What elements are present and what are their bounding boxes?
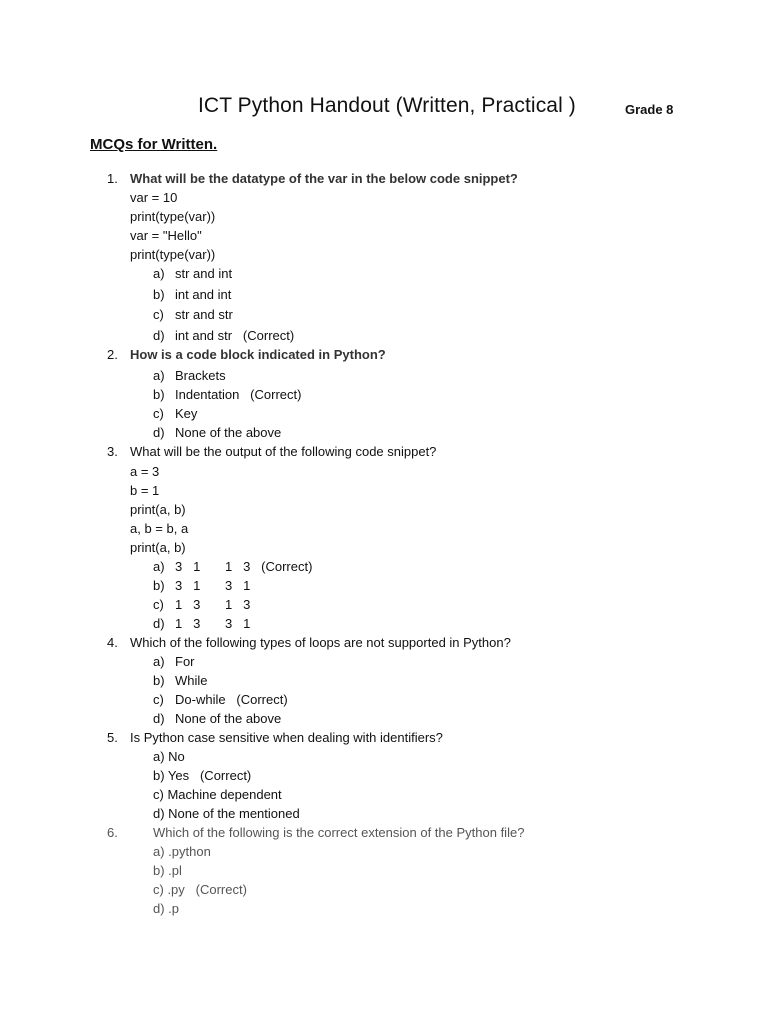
option-output-first: 1 3 xyxy=(175,616,201,631)
option-letter: a) xyxy=(153,266,165,281)
question-text: What will be the output of the following code snippet? xyxy=(130,444,437,459)
option-text: a) No xyxy=(153,749,185,764)
code-line: var = "Hello" xyxy=(130,228,202,243)
grade-label: Grade 8 xyxy=(625,102,674,117)
option-text: b) .pl xyxy=(153,863,182,878)
question-number: 4. xyxy=(107,635,118,650)
option-letter: a) xyxy=(153,654,165,669)
option-letter: c) xyxy=(153,406,164,421)
question-number: 5. xyxy=(107,730,118,745)
option-letter: a) xyxy=(153,368,165,383)
question-text: Is Python case sensitive when dealing with identifiers? xyxy=(130,730,443,745)
section-heading: MCQs for Written. xyxy=(90,136,218,153)
code-line: a, b = b, a xyxy=(130,521,189,536)
question-number: 3. xyxy=(107,444,118,459)
option-letter: c) xyxy=(153,692,164,707)
option-output-first: 3 1 xyxy=(175,578,201,593)
option-output-second: 1 3 (Correct) xyxy=(225,559,313,574)
option-text: None of the above xyxy=(175,425,282,440)
option-text: Do-while (Correct) xyxy=(175,692,288,707)
option-letter: a) xyxy=(153,559,165,574)
option-text: str and int xyxy=(175,266,233,281)
option-output-second: 3 1 xyxy=(225,578,251,593)
option-text: d) None of the mentioned xyxy=(153,806,300,821)
question-text: Which of the following types of loops are not supported in Python? xyxy=(130,635,511,650)
option-letter: c) xyxy=(153,597,164,612)
option-text: int and str (Correct) xyxy=(175,328,295,343)
code-line: print(a, b) xyxy=(130,540,186,555)
option-text: a) .python xyxy=(153,844,211,859)
option-text: int and int xyxy=(175,287,232,302)
option-text: c) Machine dependent xyxy=(153,787,282,802)
code-line: a = 3 xyxy=(130,464,160,479)
option-text: str and str xyxy=(175,307,233,322)
option-letter: b) xyxy=(153,387,165,402)
question-number: 2. xyxy=(107,347,118,362)
option-text: Key xyxy=(175,406,198,421)
option-text: d) .p xyxy=(153,901,180,916)
option-letter: d) xyxy=(153,616,165,631)
question-text: Which of the following is the correct extension of the Python file? xyxy=(153,825,525,840)
option-text: b) Yes (Correct) xyxy=(153,768,252,783)
option-output-first: 1 3 xyxy=(175,597,201,612)
page-title: ICT Python Handout (Written, Practical ) xyxy=(198,94,576,117)
question-text: What will be the datatype of the var in the below code snippet? xyxy=(130,171,518,186)
code-line: var = 10 xyxy=(130,190,178,205)
option-letter: b) xyxy=(153,287,165,302)
option-output-first: 3 1 xyxy=(175,559,201,574)
question-text: How is a code block indicated in Python? xyxy=(130,347,386,362)
option-letter: d) xyxy=(153,711,165,726)
code-line: b = 1 xyxy=(130,483,160,498)
option-text: c) .py (Correct) xyxy=(153,882,247,897)
option-output-second: 3 1 xyxy=(225,616,251,631)
option-letter: b) xyxy=(153,673,165,688)
option-output-second: 1 3 xyxy=(225,597,251,612)
question-number: 6. xyxy=(107,825,118,840)
option-text: While xyxy=(175,673,208,688)
question-number: 1. xyxy=(107,171,118,186)
option-text: None of the above xyxy=(175,711,282,726)
option-letter: d) xyxy=(153,425,165,440)
option-text: For xyxy=(175,654,195,669)
option-letter: c) xyxy=(153,307,164,322)
code-line: print(a, b) xyxy=(130,502,186,517)
option-text: Indentation (Correct) xyxy=(175,387,302,402)
option-text: Brackets xyxy=(175,368,226,383)
code-line: print(type(var)) xyxy=(130,247,216,262)
code-line: print(type(var)) xyxy=(130,209,216,224)
option-letter: b) xyxy=(153,578,165,593)
option-letter: d) xyxy=(153,328,165,343)
